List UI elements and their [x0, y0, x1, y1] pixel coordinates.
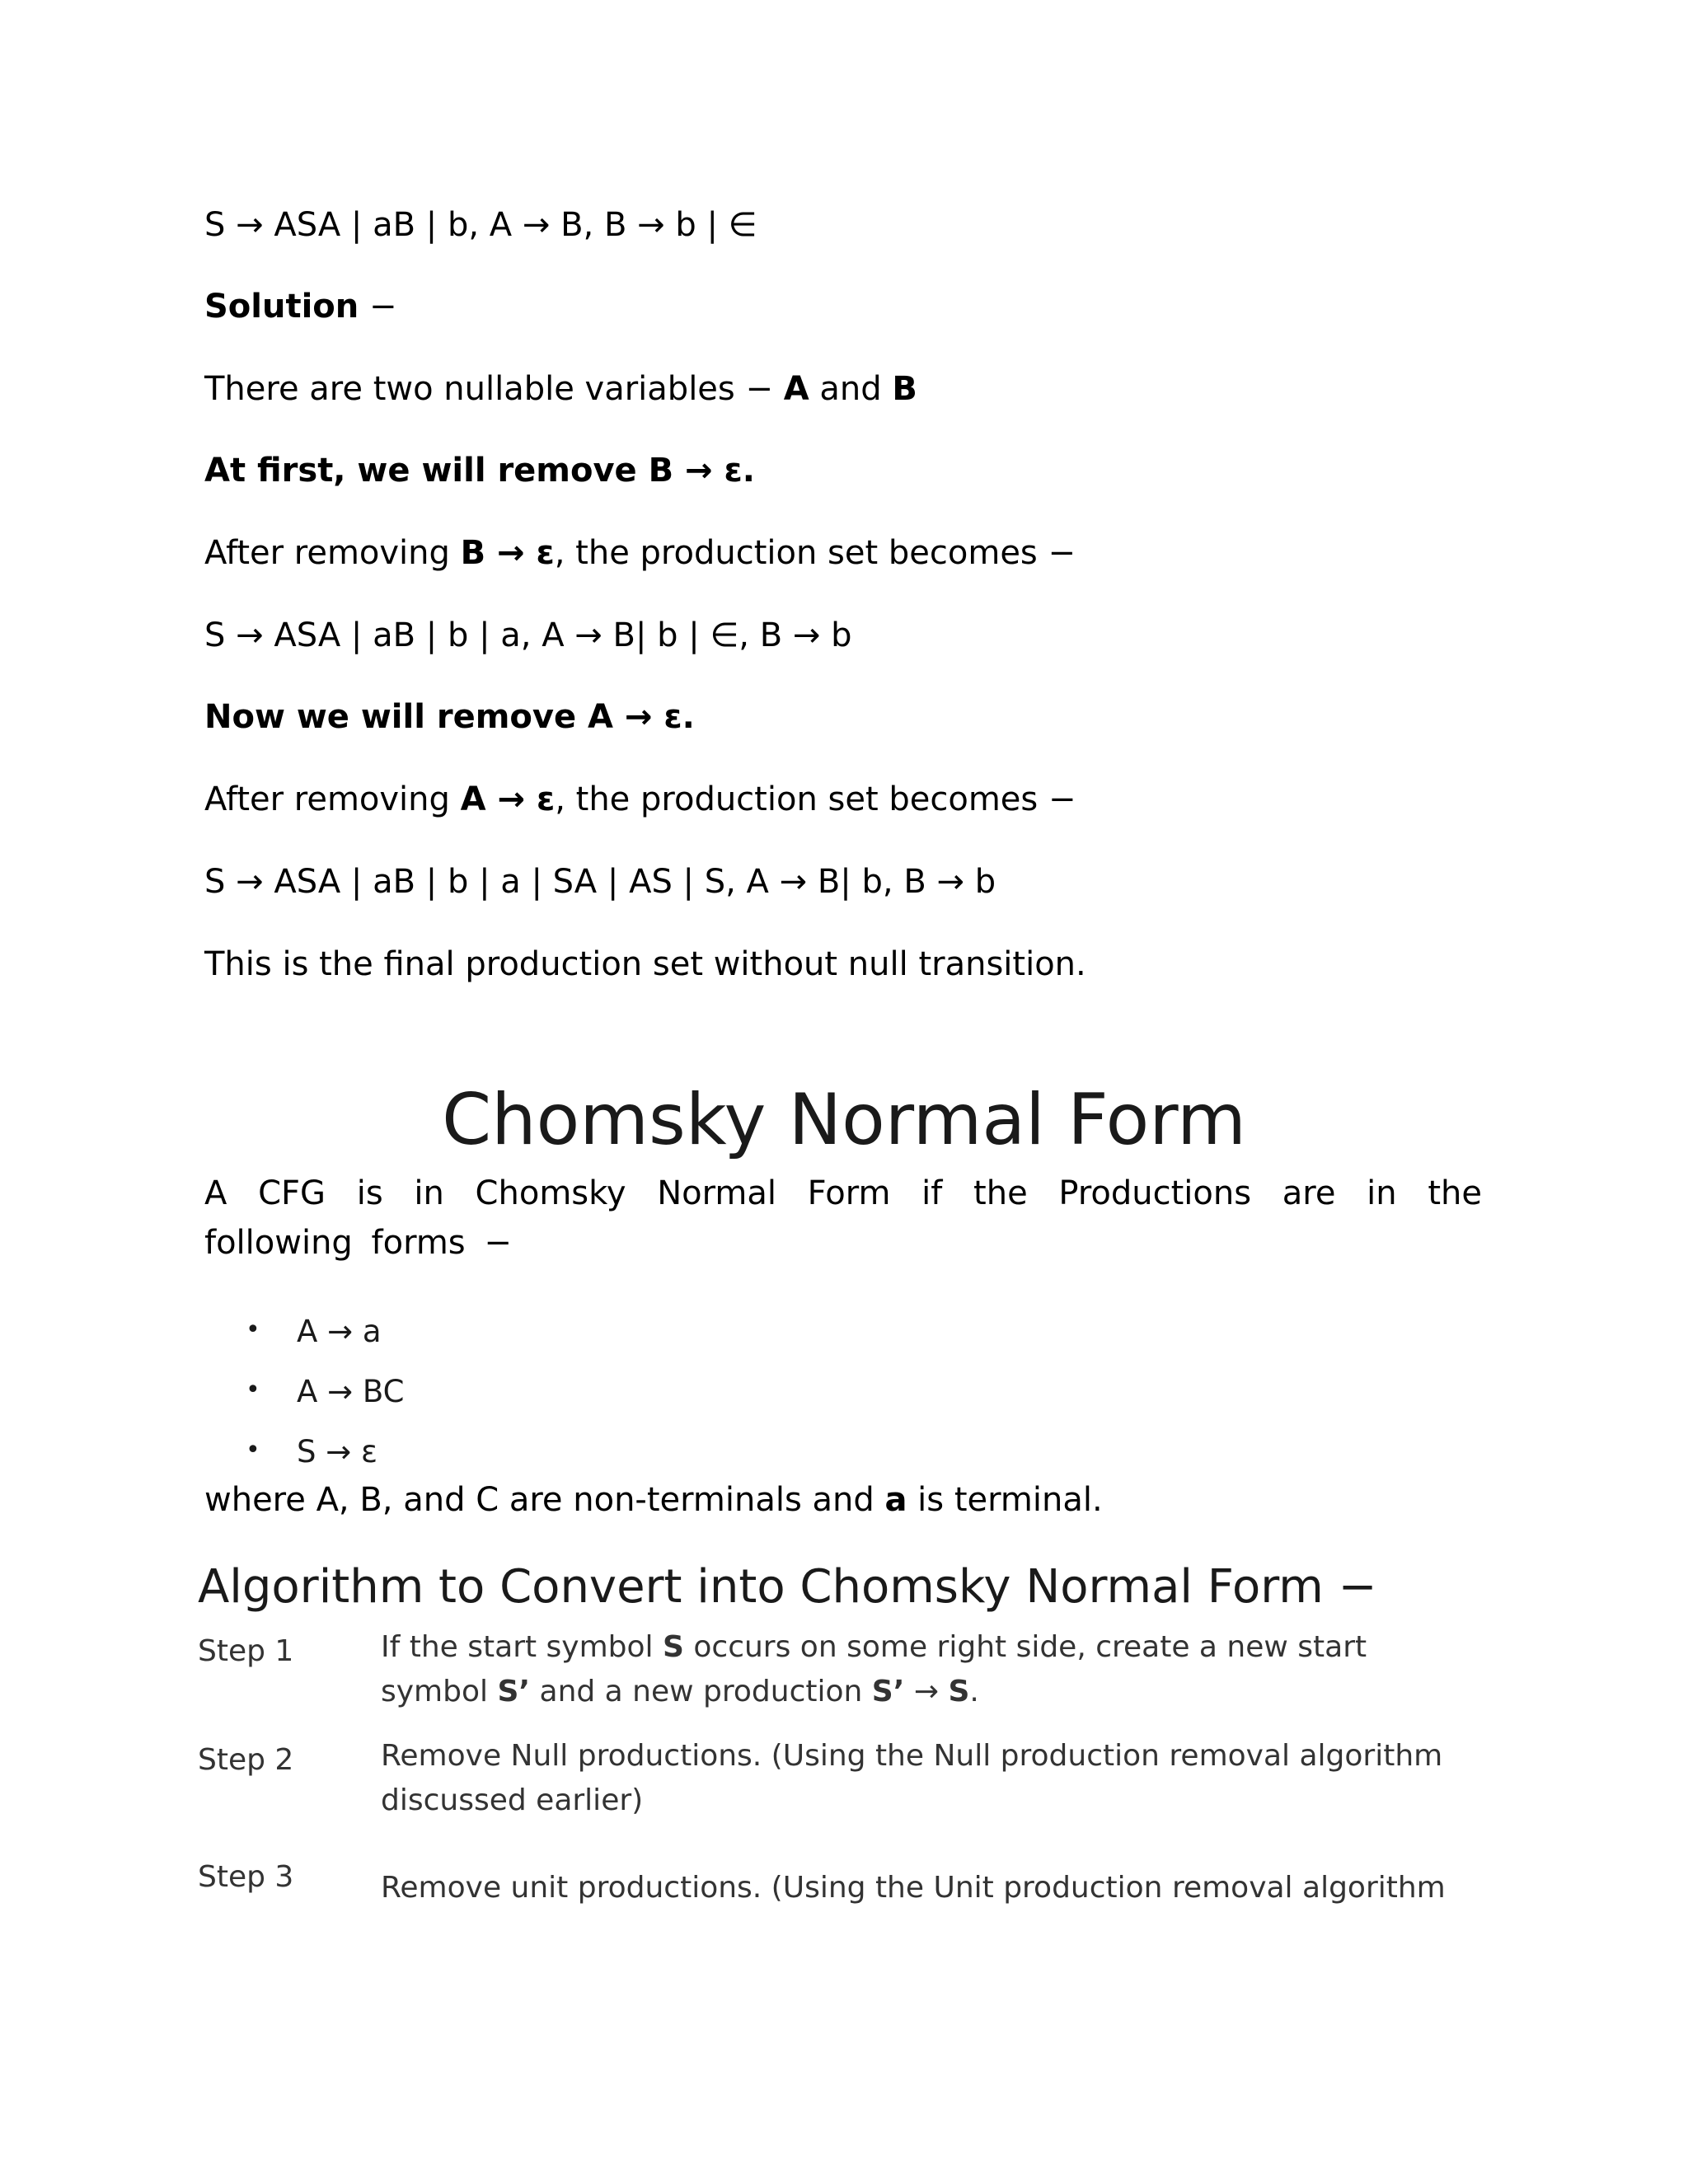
- step1-bold-s: S: [948, 1675, 970, 1708]
- where-pre: where A, B, and C are non-terminals and: [204, 1481, 885, 1519]
- after-a-pre: After removing: [204, 780, 461, 818]
- solution-dash: −: [359, 288, 397, 326]
- after-b-line: [204, 534, 1076, 572]
- form-text: A → a: [297, 1314, 382, 1349]
- where-line: [204, 1481, 1103, 1519]
- bullet-icon: •: [246, 1315, 260, 1344]
- form-text: A → BC: [297, 1374, 405, 1409]
- nullable-pre: There are two nullable variables −: [204, 370, 784, 408]
- after-a-post: , the production set becomes −: [555, 780, 1076, 818]
- nullable-and: and: [809, 370, 893, 408]
- set-after-b: S → ASA | aB | b | a, A → B| b | ∈, B → b: [204, 616, 852, 654]
- after-a-bold: A → ε: [460, 780, 556, 818]
- first-remove-heading: At first, we will remove B → ε.: [204, 452, 755, 490]
- page-title: Chomsky Normal Form: [442, 1079, 1246, 1161]
- step1-bold-s: S: [663, 1630, 684, 1664]
- nullable-a: A: [783, 370, 809, 408]
- step1-period: .: [969, 1675, 979, 1708]
- step1-text: [381, 1625, 1477, 1714]
- now-remove-heading: Now we will remove A → ε.: [204, 698, 695, 736]
- step2-label: Step 2: [198, 1743, 294, 1777]
- solution-line: [204, 288, 397, 326]
- step1-part: If the start symbol: [381, 1630, 663, 1664]
- step1-label: Step 1: [198, 1634, 294, 1668]
- after-b-pre: After removing: [204, 534, 461, 572]
- after-a-line: [204, 780, 1076, 818]
- step3-label: Step 3: [198, 1860, 294, 1894]
- forms-list: [246, 1314, 404, 1494]
- list-item: [246, 1314, 404, 1374]
- solution-label: Solution: [204, 288, 359, 326]
- step1-bold-sprime: S’: [497, 1675, 531, 1708]
- step3-text: Remove unit productions. (Using the Unit production removal algorithm: [381, 1871, 1446, 1905]
- step1-arrow: →: [904, 1675, 949, 1708]
- step1-part: and a new production: [530, 1675, 872, 1708]
- algorithm-heading: Algorithm to Convert into Chomsky Normal Form −: [198, 1560, 1377, 1614]
- where-bold: a: [884, 1481, 907, 1519]
- bullet-icon: •: [246, 1376, 260, 1404]
- after-b-bold: B → ε: [460, 534, 555, 572]
- list-item: [246, 1374, 404, 1434]
- where-post: is terminal.: [907, 1481, 1103, 1519]
- nullable-b: B: [892, 370, 917, 408]
- step1-bold-sprime: S’: [871, 1675, 905, 1708]
- grammar-line: S → ASA | aB | b, A → B, B → b | ∈: [204, 206, 757, 244]
- set-after-a: S → ASA | aB | b | a | SA | AS | S, A → B| b, B → b: [204, 863, 996, 901]
- cnf-intro: A CFG is in Chomsky Normal Form if the Productions are in the following forms −: [204, 1174, 1482, 1262]
- nullable-line: [204, 370, 917, 408]
- step2-text: Remove Null productions. (Using the Null production removal algorithm discussed earlier): [381, 1739, 1443, 1817]
- form-text: S → ε: [297, 1434, 378, 1469]
- final-note: This is the final production set without null transition.: [204, 945, 1086, 983]
- after-b-post: , the production set becomes −: [554, 534, 1076, 572]
- bullet-icon: •: [246, 1436, 260, 1465]
- step1-part: occurs on some right side, create a new start symbol: [381, 1630, 1367, 1708]
